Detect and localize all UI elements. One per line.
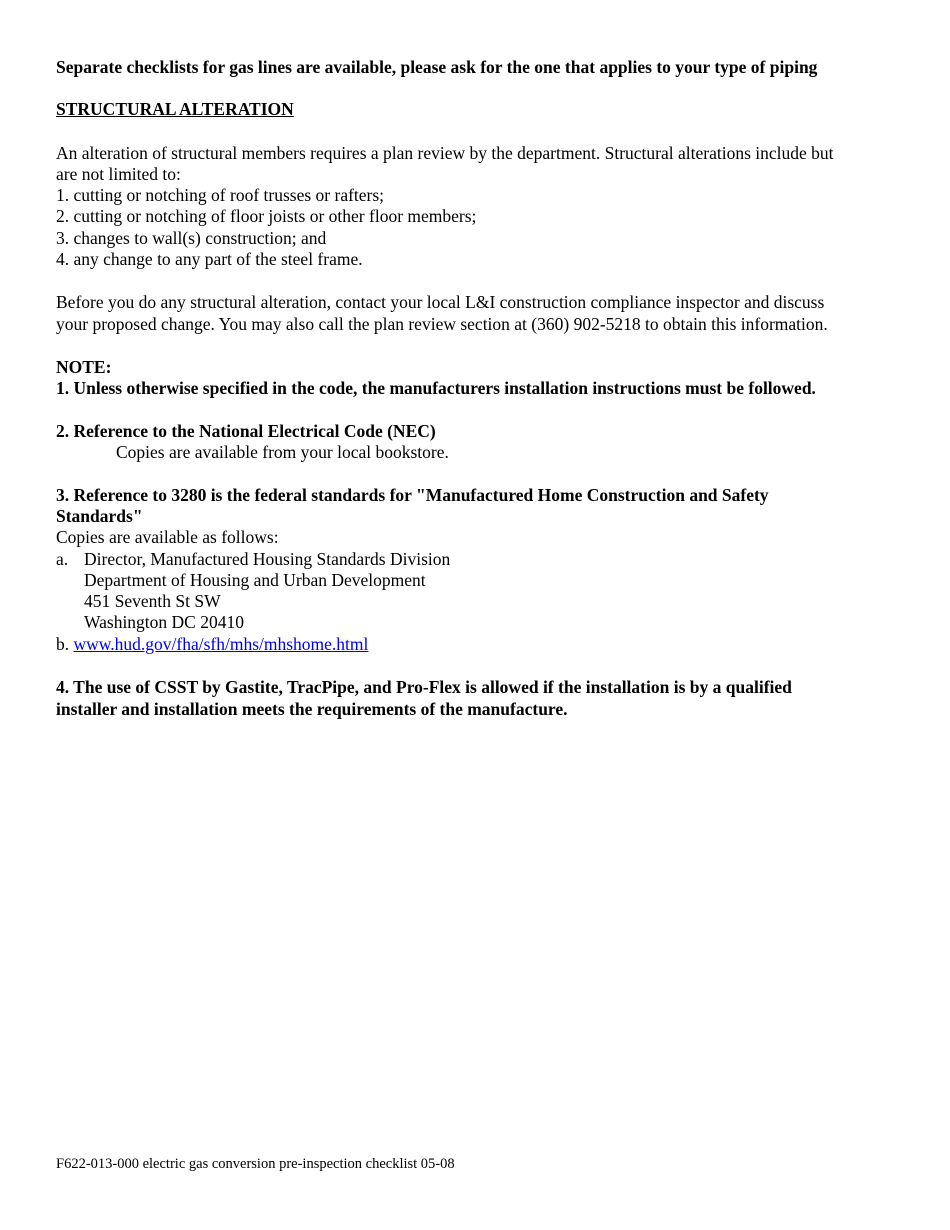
note-4-line-1: 4. The use of CSST by Gastite, TracPipe, and Pro-Flex is allowed if the installation is by a qualified [56, 677, 792, 697]
note-4-line-2: installer and installation meets the requirements of the manufacture. [56, 699, 568, 719]
structural-item-2: 2. cutting or notching of floor joists or other floor members; [56, 206, 477, 226]
structural-contact-line-2: your proposed change. You may also call the plan review section at (360) 902-5218 to obtain this information. [56, 314, 828, 334]
note-2-title: 2. Reference to the National Electrical Code (NEC) [56, 421, 436, 441]
address-line: Department of Housing and Urban Development [84, 570, 426, 590]
hud-website-link[interactable]: www.hud.gov/fha/sfh/mhs/mhshome.html [73, 634, 369, 654]
note-3-b-row [56, 634, 368, 655]
address-line: Washington DC 20410 [84, 612, 244, 632]
form-footer: F622-013-000 electric gas conversion pre-inspection checklist 05-08 [56, 1156, 455, 1172]
note-3-title-line-1: 3. Reference to 3280 is the federal standards for "Manufactured Home Construction and Safety [56, 485, 769, 505]
note-heading: NOTE: [56, 357, 112, 377]
structural-contact-line-1: Before you do any structural alteration, contact your local L&I construction compliance inspector and discuss [56, 292, 825, 312]
structural-item-3: 3. changes to wall(s) construction; and [56, 228, 327, 248]
address-line: 451 Seventh St SW [84, 591, 221, 611]
address-line: Director, Manufactured Housing Standards Division [84, 549, 451, 569]
note-1: 1. Unless otherwise specified in the code, the manufacturers installation instructions must be followed. [56, 378, 816, 398]
structural-alteration-heading: STRUCTURAL ALTERATION [56, 99, 294, 119]
structural-item-4: 4. any change to any part of the steel frame. [56, 249, 363, 269]
note-3-b-label: b. [56, 634, 70, 654]
structural-intro-line-2: are not limited to: [56, 164, 181, 184]
note-2-body: Copies are available from your local bookstore. [116, 442, 449, 462]
note-3-title-line-2: Standards" [56, 506, 143, 526]
gas-checklist-note: Separate checklists for gas lines are available, please ask for the one that applies to your type of piping [56, 57, 818, 77]
note-3-a-label: a. [56, 549, 69, 569]
structural-item-1: 1. cutting or notching of roof trusses or rafters; [56, 185, 385, 205]
structural-intro-line-1: An alteration of structural members requires a plan review by the department. Structural alterations include but [56, 143, 834, 163]
note-3-intro: Copies are available as follows: [56, 527, 279, 547]
